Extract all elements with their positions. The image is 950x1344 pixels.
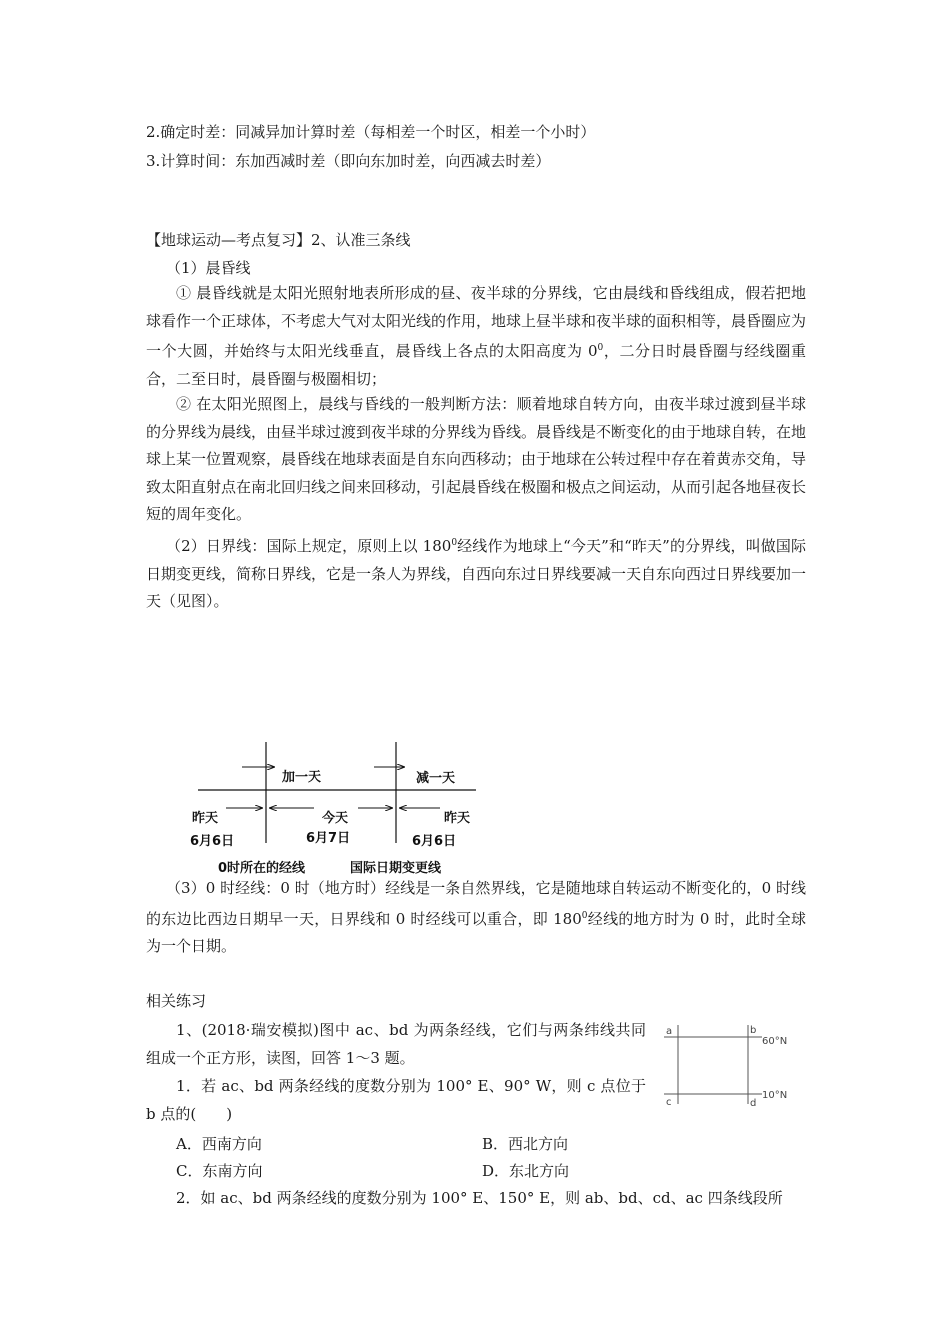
practice-intro: 1、(2018·瑞安模拟)图中 ac、bd 为两条经线，它们与两条纬线共同组成一个正方形，读图，回答 1～3 题。 <box>146 1021 646 1067</box>
question-1: 1．若 ac、bd 两条经线的度数分别为 100° E、90° W，则 c 点位于 b 点的( ) <box>146 1077 646 1123</box>
square-figure <box>658 1020 808 1112</box>
lat-10: 10°N <box>762 1090 788 1101</box>
paragraph-terminator-judge: ② 在太阳光照图上，晨线与昏线的一般判断方法：顺着地球自转方向，由夜半球过渡到昼半球的分界线为晨线，由昼半球过渡到夜半球的分界线为昏线。晨昏线是不断变化的由于地球自转，在地球上某一位置观察，晨昏线在地球表面是自东向西移动；由于地球在公转过程中存在着黄赤交角，导致太阳直射点在南北回归线之间来回移动，引起晨昏线在极圈和极点之间运动，从而引起各地昼夜长短的周年变化。 <box>146 395 807 523</box>
date-line-diagram <box>190 738 490 878</box>
point-c: c <box>666 1097 672 1108</box>
option-d: D．东北方向 <box>482 1162 570 1180</box>
label-date-right: 6月6日 <box>412 834 457 849</box>
option-a: A．西南方向 <box>176 1135 262 1153</box>
point-a: a <box>666 1026 673 1037</box>
label-date-left: 6月6日 <box>190 834 235 849</box>
point-d: d <box>750 1098 757 1109</box>
label-today: 今天 <box>322 811 349 826</box>
paragraph-date-line: （2）日界线：国际上规定，原则上以 $180^0$经线作为地球上“今天”和“昨天”的分界线，叫做国际日期变更线，简称日界线，它是一条人为界线，自西向东过日界线要减一天自东向西过日界线要加一天（见图）。 <box>146 537 807 610</box>
label-minus-day: 减一天 <box>416 771 456 786</box>
question-2: 2．如 ac、bd 两条经线的度数分别为 100° E、150° E，则 ab、bd、cd、ac 四条线段所 <box>176 1189 783 1207</box>
paragraph-terminator-def: ① 晨昏线就是太阳光照射地表所形成的昼、夜半球的分界线，它由晨线和昏线组成，假若把地球看作一个正球体，不考虑大气对太阳光线的作用，地球上昼半球和夜半球的面积相等，晨昏圈应为一个大圆，并始终与太阳光线垂直，晨昏线上各点的太阳高度为 $0^0$，二分日时晨昏圈与经线圈重合，二至日时，晨昏圈与极圈相切； <box>146 284 807 388</box>
option-b: B．西北方向 <box>482 1135 569 1153</box>
point-b: b <box>750 1025 757 1036</box>
time-diff-line: 2.确定时差：同减异加计算时差（每相差一个时区，相差一个小时） <box>146 123 596 141</box>
label-zero-hour-line: 0时所在的经线 <box>218 861 306 876</box>
label-yesterday-right: 昨天 <box>444 811 471 826</box>
label-add-day: 加一天 <box>282 770 322 785</box>
subheading-terminator: （1）晨昏线 <box>166 259 251 277</box>
label-date-mid: 6月7日 <box>306 831 351 846</box>
compute-time-line: 3.计算时间：东加西减时差（即向东加时差，向西减去时差） <box>146 152 551 170</box>
practice-title: 相关练习 <box>146 992 207 1010</box>
option-c: C．东南方向 <box>176 1162 263 1180</box>
label-yesterday-left: 昨天 <box>192 811 219 826</box>
paragraph-zero-hour-line: （3）0 时经线：0 时（地方时）经线是一条自然界线，它是随地球自转运动不断变化的，0 时线的东边比西边日期早一天，日界线和 0 时经线可以重合，即 $180^0$经线的地方时为 0 时，此时全球为一个日期。 <box>146 879 806 955</box>
label-date-line-name: 国际日期变更线 <box>350 861 442 876</box>
section-heading: 【地球运动—考点复习】2、认准三条线 <box>146 231 411 249</box>
lat-60: 60°N <box>762 1036 788 1047</box>
